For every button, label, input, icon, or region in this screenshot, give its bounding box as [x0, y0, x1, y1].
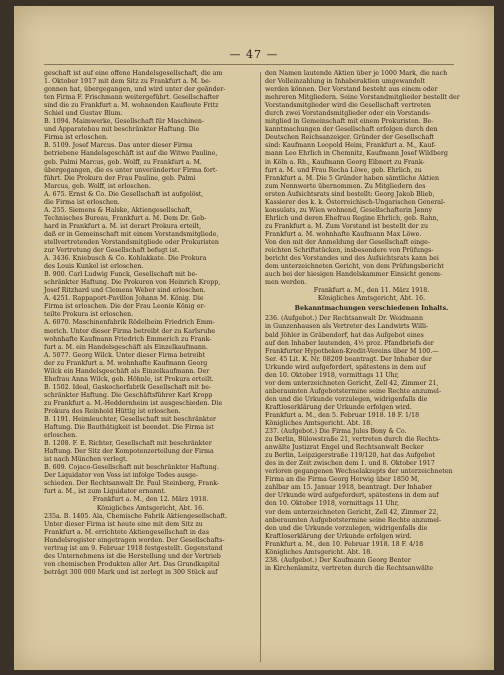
text-line: gonnen hat, übergegangen, und wird unter der geänder- [44, 86, 226, 94]
text-line: Frankfurt a. M., den 5. Februar 1918. 18 F. 1/18 [265, 411, 420, 419]
text-line: zum Nennwerte übernommen. Zu Mitgliedern des [265, 182, 426, 190]
text-line: A. 675. Ernst & Co. Die Gesellschaft ist aufgelöst, [44, 190, 204, 198]
right-column [265, 70, 478, 573]
text-line: A. 255. Siemens & Halske, Aktiengesellschaft, [44, 206, 193, 214]
text-line: des Unternehmens ist die Herstellung und der Vertrieb [44, 552, 221, 560]
text-line: verloren gegangenen Wechselakzepts der unterzeichneten [265, 468, 453, 476]
text-line: zahlbar am 15. Januar 1918, beantragt. Der Inhaber [265, 484, 433, 492]
text-line: den 10. Oktober 1918, vormittags 11 Uhr, [265, 371, 400, 379]
text-line: B. 900. Carl Ludwig Funck, Gesellschaft mit be- [44, 271, 198, 279]
text-line: Königliches Amtsgericht. Abt. 18. [265, 420, 373, 428]
text-line: die Firma ist erloschen. [44, 198, 120, 206]
text-line: B. 1502. Ideal, Gaskocherfabrik Gesellschaft mit be- [44, 383, 212, 391]
text-line: B. 609. Cojaco-Gesellschaft mit beschränkter Haftung. [44, 464, 219, 472]
text-line: schränkter Haftung. Die Prokuren von Heinrich Kropp, [44, 279, 221, 287]
text-line: hard in Frankfurt a. M. ist derart Prokura erteilt, [44, 222, 202, 230]
text-line: Unter dieser Firma ist heute eine mit dem Sitz zu [44, 520, 203, 528]
text-line: merich. Unter dieser Firma betreibt der zu Karlsruhe [44, 327, 216, 335]
text-line: Kraftloserklärung der Urkunde erfolgen wird. [265, 532, 412, 540]
text-line: wohnhafte Kaufmann Friedrich Emmerich zu Frank- [44, 335, 212, 343]
text-line: erloschen. [44, 432, 78, 440]
text-line: bald Jöhler in Gräbendorf, hat das Aufgebot eines [265, 331, 424, 339]
text-line: 235a. B. 1405. Ala, Chemische Fabrik Aktiengesellschaft. [44, 512, 228, 520]
text-line: B. 1191. Heimleuchter, Gesellschaft mit beschränkter [44, 416, 216, 424]
header-rule [44, 64, 454, 65]
text-line: der Urkunde wird aufgefordert, spätestens in dem auf [265, 492, 439, 500]
text-line: 237. (Aufgebot.) Die Firma Jules Bony & Co. [265, 428, 407, 436]
text-line: beträgt 300 000 Mark und ist zerlegt in 300 Stück auf [44, 568, 218, 576]
text-line: mehreren Mitgliedern. Seine Vorstandmitglieder bestellt der [265, 94, 460, 102]
text-line: Firma ist erloschen. Die der Frau Leonie König er- [44, 303, 206, 311]
text-line: daß er in Gemeinschaft mit einem Vorstandsmitgliede, [44, 230, 219, 238]
text-line: furt a. M., ist zum Liquidator ernannt. [44, 488, 166, 496]
text-line: auch bei der hiesigen Handelskammer Einsicht genom- [265, 271, 443, 279]
left-date: Frankfurt a. M., den 12. März 1918. [92, 496, 209, 504]
text-line: den und die Urkunde vorzulegen, widrigenfalls die [265, 524, 428, 532]
text-line: 238. (Aufgebot.) Der Kaufmann Georg Benter [265, 556, 411, 564]
right-court: Königliches Amtsgericht, Abt. 16. [317, 295, 426, 303]
text-line: des in der Zeit zwischen dem 1. und 8. Oktober 1917 [265, 460, 435, 468]
text-line: sind: Kaufmann Leopold Heim, Frankfurt a. M., Kauf- [265, 142, 436, 150]
text-line: vor dem unterzeichneten Gericht, Zell 42, Zimmer 22, [265, 508, 439, 516]
text-line: Urkunde wird aufgefordert, spätestens in dem auf [265, 363, 426, 371]
text-line: konsulats, zu Wien wohnend, Gesellschafterin Jenny [265, 206, 433, 214]
text-line: zu Berlin, Bülowstraße 21, vertreten durch die Rechts- [265, 436, 441, 444]
text-line: Frankfurt a. M. wohnhafte Kaufmann Max Löwe. [265, 230, 422, 238]
text-line: Königliches Amtsgericht. Abt. 18. [265, 548, 373, 556]
text-line: schieden. Der Rechtsanwalt Dr. Paul Steinberg, Frank- [44, 480, 220, 488]
text-line: furt a. M. ein Handelsgeschäft als Einzelkaufmann. [44, 343, 208, 351]
text-line: furt a. M. und Frau Recha Löwe, geb. Ehrlich, zu [265, 166, 422, 174]
text-line: zu Frankfurt a. M.-Heddernheim ist ausgeschieden. Die [44, 399, 223, 407]
left-court: Königliches Amtsgericht, Abt. 16. [96, 504, 205, 512]
text-line: B. 1208. F. E. Richter, Gesellschaft mit beschränkter [44, 440, 212, 448]
text-line: des Louis Kunkel ist erloschen. [44, 263, 144, 271]
text-line: Firma an die Firma Georg Herwig über 1850 M, [265, 476, 420, 484]
text-line: Wilck ein Handelsgeschäft als Einzelkaufmann. Der [44, 367, 210, 375]
text-line: Kraftloserklärung der Urkunde erfolgen wird. [265, 403, 412, 411]
text-line: Frankfurt a. M. Die 5 Gründer haben sämtliche Aktien [265, 174, 439, 182]
text-line: Ser. 45 Lit. K. Nr. 08209 beantragt. Der Inhaber der [265, 355, 432, 363]
text-line: Ehrlich und deren Ehefrau Regine Ehrlich, geb. Rahn, [265, 214, 439, 222]
text-line: Firma ist erloschen. [44, 134, 109, 142]
right-date: Frankfurt a. M., den 11. März 1918. [313, 287, 430, 295]
text-line: ersten Aufsichtsrats sind bestellt: Georg Jakob Blieb, [265, 190, 435, 198]
text-line: Frankfurter Hypotheken-Kredit-Vereins über M 100.— [265, 347, 439, 355]
text-line: Haftung. Die Bauthätigkeit ist beendet. Die Firma ist [44, 424, 214, 432]
text-line: durch zwei Vorstandsmitglieder oder ein Vorstands- [265, 110, 431, 118]
text-line: anberaumten Aufgebotstermine seine Rechte anzumel- [265, 387, 442, 395]
text-line: men werden. [265, 279, 307, 287]
text-line: A. 5077. Georg Wilck. Unter dieser Firma betreibt [44, 351, 205, 359]
text-line: zur Vertretung der Gesellschaft befugt ist. [44, 247, 180, 255]
page-number: — 47 — [229, 48, 279, 61]
column-divider [260, 72, 261, 662]
text-line: betriebene Handelsgeschäft ist auf die Witwe Pauline, [44, 150, 218, 158]
text-line: Josef Ritzhard und Clemens Weber sind erloschen. [44, 287, 206, 295]
text-line: mann Leo Ehrlich in Chemnitz, Kaufmann Josef Wildberg [265, 150, 448, 158]
text-line: A. 3436. Kniebusch & Co. Kohlakkate. Die Prokura [44, 255, 207, 263]
text-line: kanntmachungen der Gesellschaft erfolgen durch den [265, 126, 438, 134]
text-line: zu Frankfurt a. M. Zum Vorstand ist bestellt der zu [265, 222, 429, 230]
text-line: Der Liquidator von Voss ist infolge Todes ausge- [44, 472, 198, 480]
text-line: anberaumten Aufgebotstermine seine Rechte anzumel- [265, 516, 442, 524]
text-line: stellvertretenden Vorstandsmitgliede oder Prokuristen [44, 238, 219, 246]
text-line: bericht des Vorstandes und des Aufsichtsrats kann bei [265, 255, 439, 263]
text-line: sind die zu Frankfurt a. M. wohnenden Kaufleute Fritz [44, 102, 219, 110]
text-line: in Köln a. Rh., Kaufmann Georg Eibnert zu Frank- [265, 158, 425, 166]
text-line: vor dem unterzeichneten Gericht, Zell 42, Zimmer 21, [265, 379, 439, 387]
text-line: B. 5109. Josef Marcus. Das unter dieser Firma [44, 142, 193, 150]
text-line: reichten Schriftstücken, insbesondere von Prüfungs- [265, 247, 434, 255]
text-line: Prokura des Reinhold Hüttig ist erloschen. [44, 407, 181, 415]
text-line: Ehefrau Anna Wilck, geb. Höhnle, ist Prokura erteilt. [44, 375, 214, 383]
text-line: der zu Frankfurt a. M. wohnhafte Kaufmann Georg [44, 359, 208, 367]
text-line: in Kirchenlamitz, vertreten durch die Rechtsanwälte [265, 564, 434, 572]
text-line: übergegangen, die es unter unveränderter Firma fort- [44, 166, 218, 174]
text-line: dem unterzeichneten Gericht, von dem Prüfungsbericht [265, 263, 444, 271]
text-line: Kassierer des k. k. Österreichisch-Ungarischen General- [265, 198, 446, 206]
text-line: vertrag ist am 9. Februar 1918 festgestellt. Gegenstand [44, 544, 223, 552]
text-line: anwälte Justizrat Engel und Rechtsanwalt Becker [265, 444, 424, 452]
text-line: 1. Oktober 1917 mit dem Sitz zu Frankfurt a. M. be- [44, 78, 211, 86]
text-line: B. 1094. Maimwerke, Gesellschaft für Maschinen- [44, 118, 205, 126]
text-line: teilte Prokura ist erloschen. [44, 311, 134, 319]
text-line: den 10. Oktober 1918, vormittags 11 Uhr, [265, 500, 400, 508]
text-line: Vorstandsmitglieder wird die Gesellschaft vertreten [265, 102, 431, 110]
text-line: geschaft ist auf eine offene Handelsgesellschaft, die am [44, 70, 223, 77]
document-page [14, 6, 494, 670]
text-line: von chemischen Produkten aller Art. Das Grundkapital [44, 560, 220, 568]
text-line: werden können. Der Vorstand besteht aus einem oder [265, 86, 438, 94]
text-line: Deutschen Reichsanzeiger. Gründer der Gesellschaft [265, 134, 435, 142]
text-line: Frankfurt a. M., den 10. Februar 1918. 18 F. 4/18 [265, 540, 424, 548]
text-line: mitglied in Gemeinschaft mit einem Prokuristen. Be- [265, 118, 434, 126]
text-line: führt. Die Prokura der Frau Pauline, geb. Palmi [44, 174, 196, 182]
text-line: Handelsregister eingetragen worden. Der Gesellschafts- [44, 536, 225, 544]
text-line: schränkter Haftung. Die Geschäftsführer Karl Kropp [44, 391, 213, 399]
text-line: ten Firma F. Frischmann weitergeführt. Gesellschafter [44, 94, 219, 102]
text-line: Haftung. Der Sitz der Kompotenzerteilung der Firma [44, 448, 214, 456]
text-line: zu Berlin, Leipzigerstraße 119/120, hat das Aufgebot [265, 452, 435, 460]
text-line: auf den Inhaber lautenden, 4½ proz. Pfandbriefs der [265, 339, 434, 347]
text-line: den und die Urkunde vorzulegen, widrigenfalls die [265, 395, 428, 403]
text-line: A. 6070. Maschinenfabrik Rödelheim Friedrich Emm- [44, 319, 215, 327]
text-line: der Volleinzahlung in Inhaberaktien umgewandelt [265, 78, 426, 86]
text-line: und Apparatebau mit beschränkter Haftung. Die [44, 126, 200, 134]
text-line: geb. Palmi Marcus, geb. Wolff, zu Frankfurt a. M. [44, 158, 202, 166]
text-line: Schiel und Gustav Blum. [44, 110, 123, 118]
text-line: Technisches Bureau, Frankfurt a. M. Dem Dr. Geb- [44, 214, 207, 222]
text-line: Von den mit der Anmeldung der Gesellschaft einge- [265, 238, 431, 246]
text-line: A. 4251. Rappaport-Pavillon Johann M. König. Die [44, 295, 204, 303]
section-title: Bekanntmachungen verschiedenen Inhalts. [294, 305, 449, 313]
text-line: 236. (Aufgebot.) Der Rechtsanwalt Dr. Weidmann [265, 315, 424, 323]
text-line: in Gunzenhausen als Vertreter des Landwirts Willi- [265, 323, 429, 331]
text-line: den Namen lautende Aktien über je 1000 Mark, die nach [265, 70, 448, 77]
text-line: ist nach München verlegt. [44, 456, 128, 464]
left-column [44, 70, 257, 577]
text-line: Frankfurt a. M. errichtete Aktiengesellschaft in das [44, 528, 209, 536]
text-line: Marcus, geb. Wolff, ist erloschen. [44, 182, 151, 190]
